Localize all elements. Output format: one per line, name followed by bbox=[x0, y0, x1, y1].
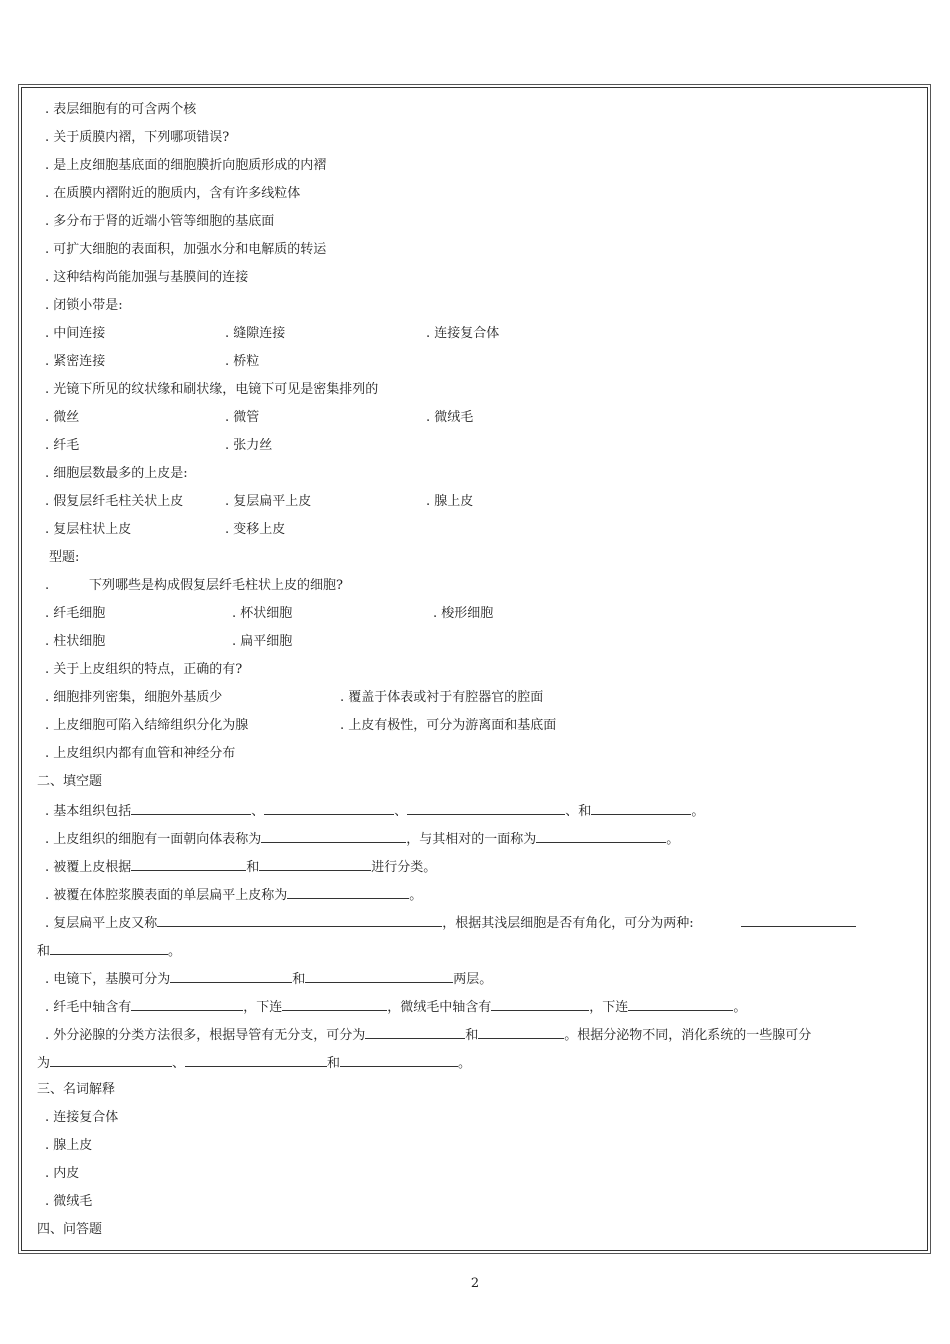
mc-question: . 关于上皮组织的特点，正确的有? bbox=[45, 662, 243, 677]
mc-option: . 纤毛细胞 bbox=[45, 606, 106, 621]
mc-option: . 在质膜内褶附近的胞质内，含有许多线粒体 bbox=[45, 186, 301, 201]
mc-question: 下列哪些是构成假复层纤毛柱状上皮的细胞? bbox=[89, 578, 343, 593]
section-heading-fill: 二、填空题 bbox=[37, 774, 103, 789]
mc-option: . 是上皮细胞基底面的细胞膜折向胞质形成的内褶 bbox=[45, 158, 327, 173]
mc-option: . 连接复合体 bbox=[426, 326, 500, 341]
mc-option: . 中间连接 bbox=[45, 326, 106, 341]
blank-field[interactable] bbox=[340, 1053, 458, 1067]
blank-field[interactable] bbox=[365, 1025, 465, 1039]
fill-question-5-cont: 和 。 bbox=[37, 941, 181, 961]
blank-field[interactable] bbox=[261, 829, 406, 843]
mc-option: . 缝隙连接 bbox=[225, 326, 286, 341]
section-subheading: 型题: bbox=[49, 550, 80, 565]
mc-option: . 覆盖于体表或衬于有腔器官的腔面 bbox=[340, 690, 544, 705]
fill-question-4: . 被覆在体腔浆膜表面的单层扁平上皮称为 。 bbox=[45, 885, 422, 905]
blank-field[interactable] bbox=[50, 941, 168, 955]
mc-number: . bbox=[45, 578, 50, 593]
mc-option: . 梭形细胞 bbox=[433, 606, 494, 621]
term-item: . 微绒毛 bbox=[45, 1194, 93, 1209]
mc-option: . 微丝 bbox=[45, 410, 80, 425]
blank-field[interactable] bbox=[305, 969, 453, 983]
mc-option: . 微绒毛 bbox=[426, 410, 474, 425]
blank-field[interactable] bbox=[628, 997, 733, 1011]
mc-question: . 光镜下所见的纹状缘和刷状缘，电镜下可见是密集排列的 bbox=[45, 382, 379, 397]
blank-field[interactable] bbox=[170, 969, 292, 983]
mc-option: . 腺上皮 bbox=[426, 494, 474, 509]
fill-question-1: . 基本组织包括 、 、 、和 。 bbox=[45, 801, 704, 821]
term-item: . 内皮 bbox=[45, 1166, 80, 1181]
mc-option: . 扁平细胞 bbox=[232, 634, 293, 649]
mc-option: . 桥粒 bbox=[225, 354, 260, 369]
blank-field[interactable] bbox=[478, 1025, 564, 1039]
mc-question: . 细胞层数最多的上皮是: bbox=[45, 466, 188, 481]
blank-field[interactable] bbox=[131, 997, 243, 1011]
fill-question-7: . 纤毛中轴含有 ，下连 ，微绒毛中轴含有 ，下连 。 bbox=[45, 997, 746, 1017]
blank-field[interactable] bbox=[491, 997, 589, 1011]
mc-question: . 关于质膜内褶，下列哪项错误? bbox=[45, 130, 230, 145]
page-number: 2 bbox=[470, 1276, 480, 1291]
blank-field[interactable] bbox=[264, 801, 394, 815]
blank-field[interactable] bbox=[287, 885, 409, 899]
blank-field[interactable] bbox=[185, 1053, 327, 1067]
blank-field[interactable] bbox=[131, 801, 251, 815]
fill-question-8-cont: 为 、 和 。 bbox=[37, 1053, 471, 1073]
blank-field[interactable] bbox=[407, 801, 565, 815]
fill-question-8: . 外分泌腺的分类方法很多，根据导管有无分支，可分为 和 。根据分泌物不同，消化系统的一些腺可分 bbox=[45, 1025, 811, 1045]
mc-option: . 杯状细胞 bbox=[232, 606, 293, 621]
term-item: . 连接复合体 bbox=[45, 1110, 119, 1125]
mc-option: . 这种结构尚能加强与基膜间的连接 bbox=[45, 270, 249, 285]
blank-field[interactable] bbox=[591, 801, 691, 815]
fill-question-3: . 被覆上皮根据 和 进行分类。 bbox=[45, 857, 436, 877]
blank-field[interactable] bbox=[741, 913, 856, 927]
mc-option: . 紧密连接 bbox=[45, 354, 106, 369]
section-heading-qa: 四、问答题 bbox=[37, 1222, 103, 1237]
term-item: . 腺上皮 bbox=[45, 1138, 93, 1153]
blank-field[interactable] bbox=[282, 997, 387, 1011]
mc-option: . 上皮组织内都有血管和神经分布 bbox=[45, 746, 236, 761]
mc-question: . 闭锁小带是: bbox=[45, 298, 123, 313]
blank-field[interactable] bbox=[131, 857, 246, 871]
fill-question-5: . 复层扁平上皮又称 ，根据其浅层细胞是否有角化，可分为两种: bbox=[45, 913, 694, 933]
mc-option: . 上皮细胞可陷入结缔组织分化为腺 bbox=[45, 718, 249, 733]
mc-option: . 假复层纤毛柱关状上皮 bbox=[45, 494, 184, 509]
mc-option: . 张力丝 bbox=[225, 438, 273, 453]
fill-question-5-blank bbox=[741, 913, 856, 933]
blank-field[interactable] bbox=[157, 913, 442, 927]
blank-field[interactable] bbox=[259, 857, 371, 871]
mc-option: . 细胞排列密集，细胞外基质少 bbox=[45, 690, 223, 705]
blank-field[interactable] bbox=[50, 1053, 172, 1067]
mc-option: . 柱状细胞 bbox=[45, 634, 106, 649]
mc-option: . 上皮有极性，可分为游离面和基底面 bbox=[340, 718, 557, 733]
mc-option: . 多分布于肾的近端小管等细胞的基底面 bbox=[45, 214, 275, 229]
mc-option: . 纤毛 bbox=[45, 438, 80, 453]
mc-option: . 复层柱状上皮 bbox=[45, 522, 132, 537]
section-heading-terms: 三、名词解释 bbox=[37, 1082, 116, 1097]
mc-option: . 复层扁平上皮 bbox=[225, 494, 312, 509]
blank-field[interactable] bbox=[536, 829, 666, 843]
fill-question-2: . 上皮组织的细胞有一面朝向体表称为 ，与其相对的一面称为 。 bbox=[45, 829, 679, 849]
mc-option: . 可扩大细胞的表面积，加强水分和电解质的转运 bbox=[45, 242, 327, 257]
fill-question-6: . 电镜下，基膜可分为 和 两层。 bbox=[45, 969, 492, 989]
mc-option: . 表层细胞有的可含两个核 bbox=[45, 102, 197, 117]
mc-option: . 微管 bbox=[225, 410, 260, 425]
mc-option: . 变移上皮 bbox=[225, 522, 286, 537]
